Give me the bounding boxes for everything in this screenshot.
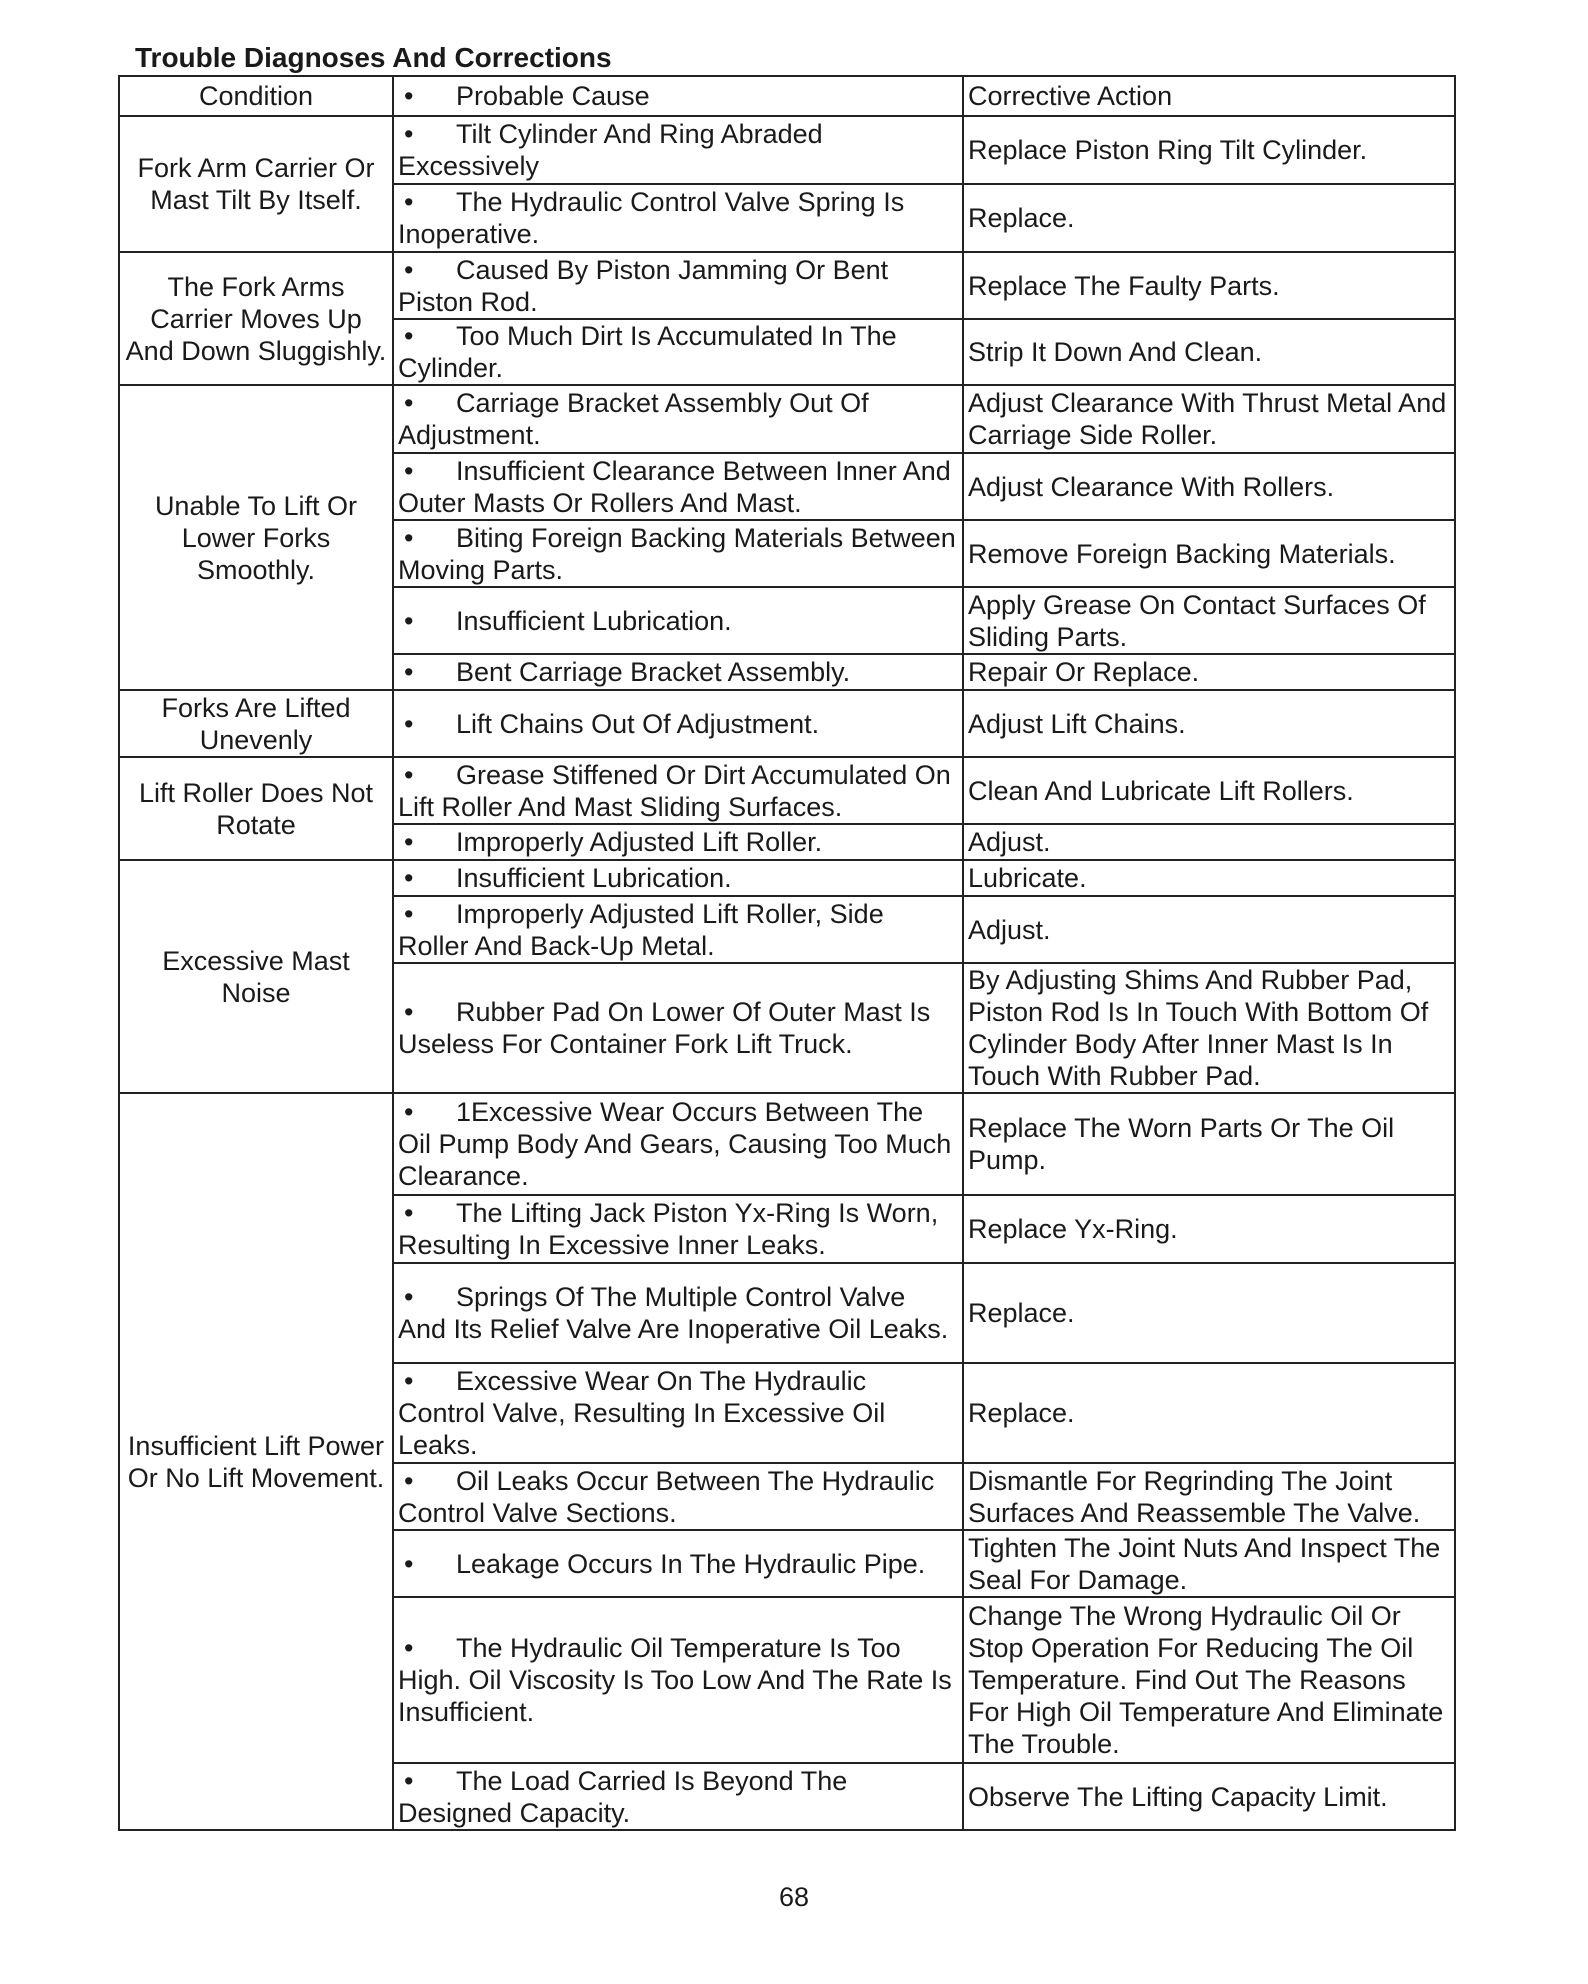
table-row <box>119 757 1455 824</box>
header-row <box>119 76 1455 116</box>
cause-cell <box>393 319 963 385</box>
header-bullet: • <box>404 81 414 111</box>
table-row <box>119 860 1455 896</box>
header-cause-cell <box>393 76 963 116</box>
table-row <box>119 116 1455 184</box>
cause-text: Excessive Wear On The Hydraulic Control Valve, Resulting In Excessive Oil Leaks. <box>398 1366 886 1460</box>
action-cell: Strip It Down And Clean. <box>963 319 1455 385</box>
table-row <box>119 690 1455 757</box>
bullet-icon: • <box>404 759 414 790</box>
cause-text: Too Much Dirt Is Accumulated In The Cylinder. <box>398 321 897 383</box>
bullet-icon: • <box>404 1282 414 1312</box>
cause-cell <box>393 690 963 757</box>
cause-text: Improperly Adjusted Lift Roller. <box>456 827 823 857</box>
bullet-icon: • <box>404 1198 414 1228</box>
bullet-icon: • <box>404 119 414 149</box>
cause-text: Improperly Adjusted Lift Roller, Side Roller And Back-Up Metal. <box>398 898 884 961</box>
bullet-icon: • <box>404 1765 414 1796</box>
cause-text: Insufficient Clearance Between Inner And Outer Masts Or Rollers And Mast. <box>398 455 951 518</box>
cause-cell <box>393 520 963 587</box>
bullet-icon: • <box>404 1633 414 1663</box>
cause-cell <box>393 184 963 252</box>
cause-cell <box>393 252 963 319</box>
cause-text: 1Excessive Wear Occurs Between The Oil Pump Body And Gears, Causing Too Much Clearance. <box>398 1097 952 1191</box>
trouble-table-body <box>119 76 1455 1830</box>
cause-cell <box>393 1093 963 1195</box>
header-condition: Condition <box>119 76 393 116</box>
action-cell: Lubricate. <box>963 860 1455 896</box>
action-cell: Replace The Worn Parts Or The Oil Pump. <box>963 1093 1455 1195</box>
action-cell: By Adjusting Shims And Rubber Pad, Piston Rod Is In Touch With Bottom Of Cylinder Body After Inner Mast Is In Touch With Rubber Pad. <box>963 963 1455 1093</box>
condition-cell: Fork Arm Carrier Or Mast Tilt By Itself. <box>119 116 393 252</box>
action-cell: Observe The Lifting Capacity Limit. <box>963 1763 1455 1830</box>
cause-cell <box>393 587 963 654</box>
bullet-icon: • <box>404 1465 414 1496</box>
cause-cell <box>393 1530 963 1597</box>
cause-text: Bent Carriage Bracket Assembly. <box>456 657 851 687</box>
bullet-icon: • <box>404 657 414 687</box>
action-cell: Replace. <box>963 184 1455 252</box>
action-cell: Remove Foreign Backing Materials. <box>963 520 1455 587</box>
bullet-icon: • <box>404 1548 414 1579</box>
cause-text: Lift Chains Out Of Adjustment. <box>456 708 820 739</box>
action-cell: Repair Or Replace. <box>963 654 1455 690</box>
cause-text: Caused By Piston Jamming Or Bent Piston Rod. <box>398 254 889 317</box>
condition-cell: Excessive Mast Noise <box>119 860 393 1093</box>
action-cell: Adjust Clearance With Rollers. <box>963 453 1455 520</box>
action-cell: Replace Piston Ring Tilt Cylinder. <box>963 116 1455 184</box>
action-cell: Adjust. <box>963 824 1455 860</box>
bullet-icon: • <box>404 522 414 553</box>
cause-cell <box>393 757 963 824</box>
cause-cell <box>393 1463 963 1530</box>
action-cell: Replace Yx-Ring. <box>963 1195 1455 1263</box>
action-cell: Adjust Lift Chains. <box>963 690 1455 757</box>
bullet-icon: • <box>404 1097 414 1127</box>
cause-text: The Load Carried Is Beyond The Designed Capacity. <box>398 1765 848 1828</box>
condition-cell: Unable To Lift Or Lower Forks Smoothly. <box>119 385 393 690</box>
cause-text: Springs Of The Multiple Control Valve And Its Relief Valve Are Inoperative Oil Leaks. <box>398 1282 949 1344</box>
cause-text: Insufficient Lubrication. <box>456 605 732 636</box>
cause-cell <box>393 1597 963 1763</box>
cause-cell <box>393 824 963 860</box>
header-action: Corrective Action <box>963 76 1455 116</box>
cause-text: Biting Foreign Backing Materials Between Moving Parts. <box>398 522 956 585</box>
cause-cell <box>393 963 963 1093</box>
cause-cell <box>393 1763 963 1830</box>
action-cell: Clean And Lubricate Lift Rollers. <box>963 757 1455 824</box>
action-cell: Change The Wrong Hydraulic Oil Or Stop Operation For Reducing The Oil Temperature. Find Out The Reasons For High Oil Temperature And Eliminate The Trouble. <box>963 1597 1455 1763</box>
cause-text: Carriage Bracket Assembly Out Of Adjustment. <box>398 388 869 450</box>
bullet-icon: • <box>404 827 414 857</box>
cause-cell <box>393 896 963 963</box>
bullet-icon: • <box>404 997 414 1027</box>
cause-cell <box>393 1263 963 1363</box>
cause-text: Rubber Pad On Lower Of Outer Mast Is Useless For Container Fork Lift Truck. <box>398 997 931 1059</box>
cause-cell <box>393 453 963 520</box>
cause-cell <box>393 1363 963 1463</box>
table-row <box>119 385 1455 453</box>
header-cause: Probable Cause <box>456 81 650 111</box>
bullet-icon: • <box>404 187 414 217</box>
action-cell: Adjust Clearance With Thrust Metal And Carriage Side Roller. <box>963 385 1455 453</box>
condition-cell: Insufficient Lift Power Or No Lift Movement. <box>119 1093 393 1830</box>
bullet-icon: • <box>404 455 414 486</box>
action-cell: Apply Grease On Contact Surfaces Of Sliding Parts. <box>963 587 1455 654</box>
bullet-icon: • <box>404 388 414 418</box>
table-row <box>119 1093 1455 1195</box>
action-cell: Adjust. <box>963 896 1455 963</box>
table-row <box>119 252 1455 319</box>
cause-cell <box>393 654 963 690</box>
bullet-icon: • <box>404 321 414 351</box>
action-cell: Tighten The Joint Nuts And Inspect The Seal For Damage. <box>963 1530 1455 1597</box>
cause-text: Tilt Cylinder And Ring Abraded Excessively <box>398 119 823 181</box>
bullet-icon: • <box>404 898 414 929</box>
cause-cell <box>393 116 963 184</box>
cause-text: The Lifting Jack Piston Yx-Ring Is Worn, Resulting In Excessive Inner Leaks. <box>398 1198 939 1260</box>
bullet-icon: • <box>404 1366 414 1396</box>
action-cell: Dismantle For Regrinding The Joint Surfaces And Reassemble The Valve. <box>963 1463 1455 1530</box>
action-cell: Replace. <box>963 1263 1455 1363</box>
bullet-icon: • <box>404 863 414 893</box>
condition-cell: Forks Are Lifted Unevenly <box>119 690 393 757</box>
bullet-icon: • <box>404 254 414 285</box>
condition-cell: Lift Roller Does Not Rotate <box>119 757 393 860</box>
cause-text: The Hydraulic Control Valve Spring Is Inoperative. <box>398 187 905 249</box>
cause-cell <box>393 1195 963 1263</box>
bullet-icon: • <box>404 708 414 739</box>
cause-text: Grease Stiffened Or Dirt Accumulated On Lift Roller And Mast Sliding Surfaces. <box>398 759 951 822</box>
page-title: Trouble Diagnoses And Corrections <box>135 42 612 73</box>
trouble-table <box>118 75 1456 1831</box>
action-cell: Replace The Faulty Parts. <box>963 252 1455 319</box>
cause-text: Insufficient Lubrication. <box>456 863 732 893</box>
cause-text: The Hydraulic Oil Temperature Is Too High. Oil Viscosity Is Too Low And The Rate Is Insufficient. <box>398 1633 952 1727</box>
page-number: 68 <box>778 1882 810 1912</box>
bullet-icon: • <box>404 605 414 636</box>
cause-cell <box>393 860 963 896</box>
cause-cell <box>393 385 963 453</box>
cause-text: Oil Leaks Occur Between The Hydraulic Control Valve Sections. <box>398 1465 935 1528</box>
condition-cell: The Fork Arms Carrier Moves Up And Down Sluggishly. <box>119 252 393 385</box>
action-cell: Replace. <box>963 1363 1455 1463</box>
cause-text: Leakage Occurs In The Hydraulic Pipe. <box>456 1548 926 1579</box>
